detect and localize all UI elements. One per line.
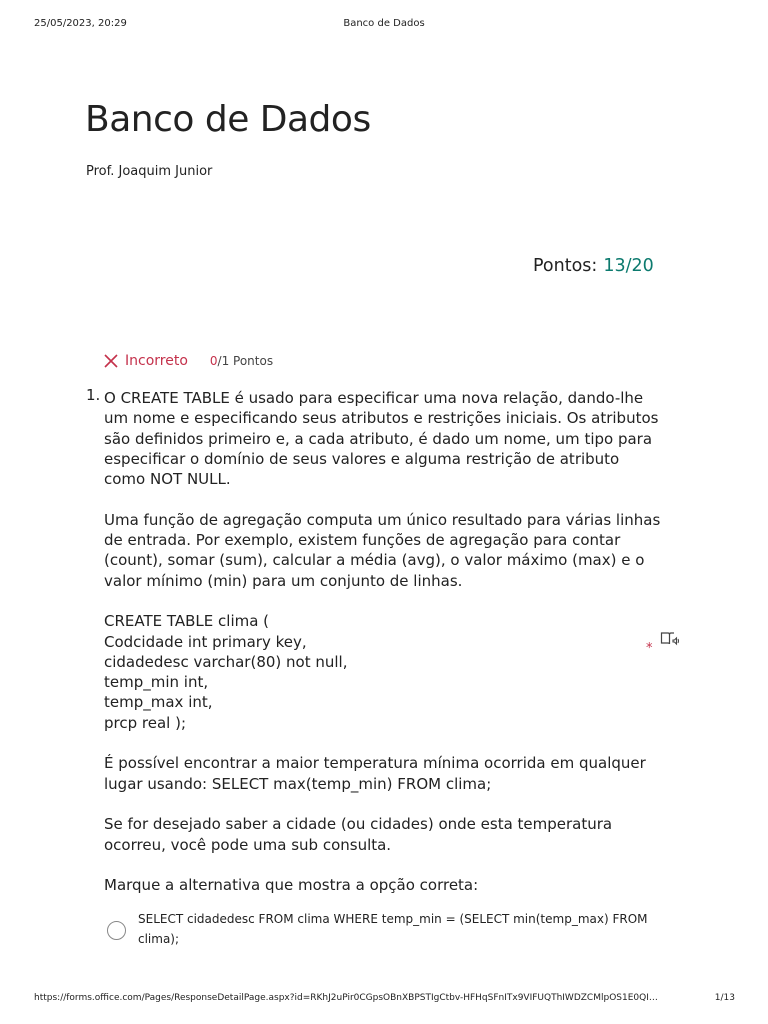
question-line: valor mínimo (min) para um conjunto de linhas. (104, 571, 463, 590)
score-label: Pontos: (533, 256, 598, 276)
option-text-line: clima); (138, 932, 180, 946)
form-title: Banco de Dados (85, 99, 371, 140)
question-line: Codcidade int primary key, (104, 632, 307, 651)
question-line: CREATE TABLE clima ( (104, 612, 270, 631)
print-datetime: 25/05/2023, 20:29 (34, 18, 127, 29)
print-url: https://forms.office.com/Pages/ResponseDetailPage.aspx?id=RKhJ2uPir0CGpsOBnXBPSTIgCtbv-HFHqSFnITx9VIFUQThIWDZCMlpOS1E0QI… (34, 993, 658, 1003)
points-total: /1 Pontos (217, 354, 274, 368)
question-line: de entrada. Por exemplo, existem funções de agregação para contar (104, 531, 621, 550)
question-line: Se for desejado saber a cidade (ou cidades) onde esta temperatura (104, 815, 613, 834)
question-line: um nome e especificando seus atributos e restrições iniciais. Os atributos (104, 409, 659, 428)
paragraph-gap (104, 489, 644, 509)
paragraph-gap (104, 591, 644, 611)
question-line: É possível encontrar a maior temperatura mínima ocorrida em qualquer (104, 754, 646, 773)
question-line: Uma função de agregação computa um único resultado para várias linhas (104, 510, 661, 529)
option-radio[interactable] (107, 921, 126, 940)
question-line: especificar o domínio de seus valores e alguma restrição de atributo (104, 449, 620, 468)
required-marker: * (646, 641, 653, 656)
question-line: lugar usando: SELECT max(temp_min) FROM clima; (104, 774, 492, 793)
question-line: ocorreu, você pode uma sub consulta. (104, 835, 392, 854)
question-line: temp_min int, (104, 673, 209, 692)
question-points (210, 354, 273, 368)
question-line: temp_max int, (104, 693, 213, 712)
paragraph-gap (104, 855, 644, 875)
form-author: Prof. Joaquim Junior (86, 164, 213, 179)
question-line: Marque a alternativa que mostra a opção correta: (104, 876, 479, 895)
immersive-reader-icon[interactable] (660, 631, 680, 647)
question-line: prcp real ); (104, 713, 186, 732)
status-label: Incorreto (125, 353, 188, 369)
page-number: 1/13 (714, 993, 735, 1003)
option-text (138, 909, 658, 949)
paragraph-gap (104, 794, 644, 814)
paragraph-gap (104, 733, 644, 753)
question-text (104, 388, 661, 895)
option-text-line: SELECT cidadedesc FROM clima WHERE temp_min = (SELECT min(temp_max) FROM (138, 912, 648, 926)
question-status (104, 353, 273, 369)
question-line: são definidos primeiro e, a cada atributo, é dado um nome, um tipo para (104, 429, 653, 448)
question-line: cidadedesc varchar(80) not null, (104, 652, 348, 671)
question-number: 1. (86, 386, 101, 404)
incorrect-x-icon (104, 354, 118, 368)
question-line: como NOT NULL. (104, 470, 231, 489)
print-doc-title: Banco de Dados (343, 18, 425, 29)
score-summary (533, 256, 654, 276)
answer-option[interactable] (107, 909, 658, 949)
question-line: (count), somar (sum), calcular a média (avg), o valor máximo (max) e o (104, 551, 645, 570)
score-value: 13/20 (603, 256, 654, 276)
points-earned: 0 (209, 354, 218, 368)
question-line: O CREATE TABLE é usado para especificar uma nova relação, dando-lhe (104, 389, 644, 407)
